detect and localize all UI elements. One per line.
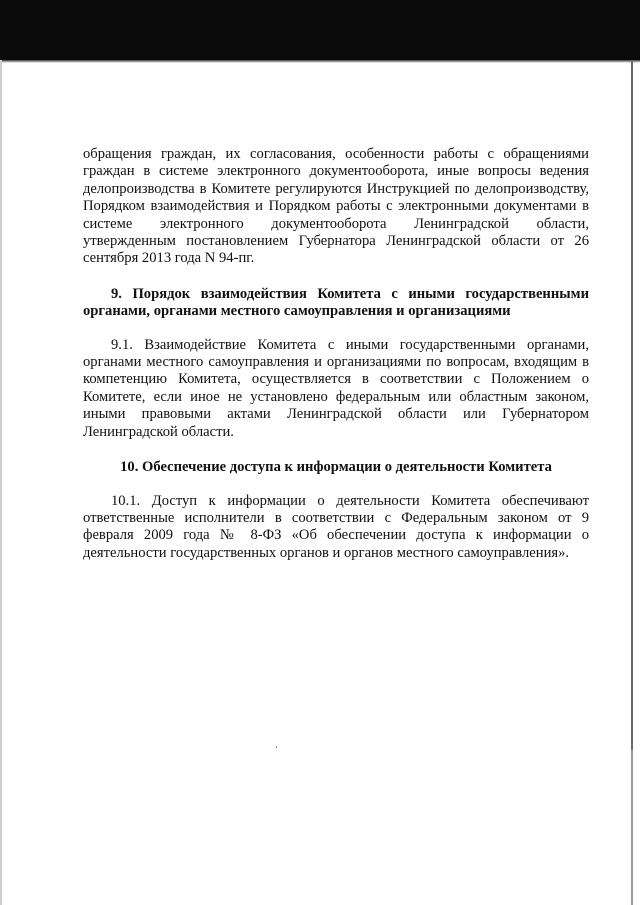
scan-dark-border [0, 0, 640, 60]
scan-speck [276, 746, 277, 748]
spacer [83, 441, 589, 459]
spacer [83, 321, 589, 337]
paragraph-10-1: 10.1. Доступ к информации о деятельности Комитета обеспечивают ответственные исполнители в соответствии с Федеральным законом от 9 февраля 2009 года № 8-ФЗ «Об обеспечении доступа к информации о деятельности государственных органов и органов местного самоуправления». [83, 492, 589, 561]
section-9-heading: 9. Порядок взаимодействия Комитета с иными государственными органами, органами местного самоуправления и организациями [83, 285, 589, 320]
scan-right-edge [631, 60, 633, 750]
scan-border-shadow [0, 60, 640, 63]
spacer [83, 477, 589, 493]
continuation-paragraph: обращения граждан, их согласования, особенности работы с обращениями граждан в системе электронного документооборота, иные вопросы ведения делопроизводства в Комитете регулируются Инструкцией по делопроизводству, Порядком взаимодействия и Порядком работы с электронными документами в системе электронного документооборота Ленинградской области, утвержденным постановлением Губернатора Ленинградской области от 26 сентября 2013 года N 94-пг. [83, 146, 589, 267]
spacer [83, 268, 589, 286]
paragraph-9-1: 9.1. Взаимодействие Комитета с иными государственными органами, органами местного самоуправления и организациями по вопросам, входящим в компетенцию Комитета, осуществляется в соответствии с Положением о Комитете, если иное не установлено федеральным или областным законом, иными правовыми актами Ленинградской области или Губернатором Ленинградской области. [83, 336, 589, 440]
section-10-heading: 10. Обеспечение доступа к информации о деятельности Комитета [120, 459, 552, 476]
scan-left-edge [0, 60, 2, 905]
scan-right-edge-lower [631, 750, 633, 905]
document-page [83, 146, 589, 562]
